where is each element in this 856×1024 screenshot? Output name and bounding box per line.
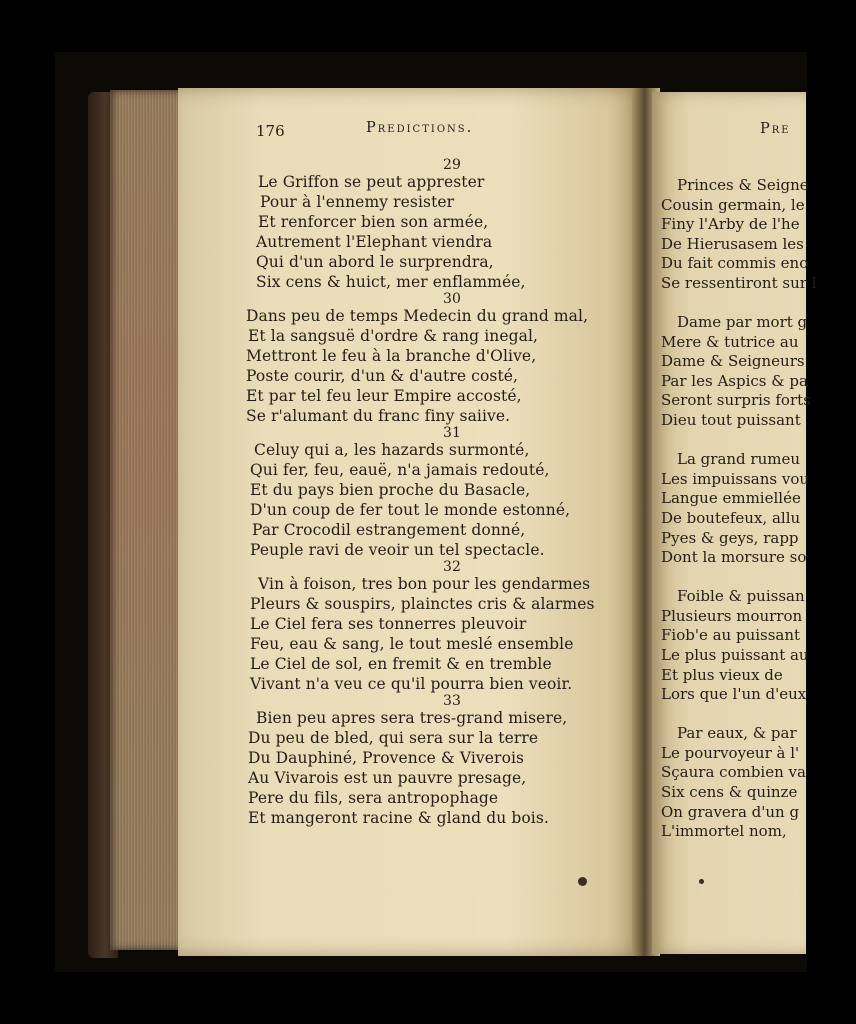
verse-line: Le Ciel de sol, en fremit & en tremble bbox=[250, 655, 552, 673]
running-title: Predictions. bbox=[366, 120, 474, 136]
verse-line: D'un coup de fer tout le monde estonné, bbox=[250, 501, 571, 519]
verse-line: Vivant n'a veu ce qu'il pourra bien veoir. bbox=[250, 675, 573, 693]
stanza-number: 29 bbox=[442, 157, 461, 173]
verse-line: Par eaux, & par bbox=[677, 724, 797, 743]
page-number: 176 bbox=[256, 122, 285, 140]
verse-line: Se r'alumant du franc finy saiive. bbox=[246, 407, 511, 425]
verse-line: Et par tel feu leur Empire accosté, bbox=[246, 387, 522, 405]
verse-line: Dans peu de temps Medecin du grand mal, bbox=[246, 307, 589, 325]
verse-line: Six cens & huict, mer enflammée, bbox=[256, 273, 526, 291]
verse-line: Princes & Seigne bbox=[677, 176, 809, 194]
verse-line: De Hierusasem les bbox=[661, 234, 804, 253]
verse-line: Et renforcer bien son armée, bbox=[258, 213, 489, 231]
verse-line: Seront surpris forts bbox=[661, 391, 811, 410]
verse-line: Du fait commis eno bbox=[661, 254, 809, 273]
verse-line: Et du pays bien proche du Basacle, bbox=[250, 481, 531, 499]
verse-line: Feu, eau & sang, le tout meslé ensemble bbox=[250, 635, 574, 653]
verse-line: Dame & Seigneurs bbox=[661, 352, 805, 371]
verse-line: Foible & puissan bbox=[677, 587, 805, 606]
right-running-title: Pre bbox=[760, 121, 791, 137]
stanza-number: 30 bbox=[442, 291, 461, 307]
verse-line: Six cens & quinze bbox=[661, 783, 798, 802]
stanza-gap bbox=[661, 705, 816, 725]
verse-line: Peuple ravi de veoir un tel spectacle. bbox=[250, 541, 545, 559]
verse-line: Dieu tout puissant bbox=[661, 411, 801, 430]
verse-line: Mere & tutrice au bbox=[661, 332, 799, 351]
verse-line: On gravera d'un g bbox=[661, 802, 800, 821]
verse-line: Qui d'un abord le surprendra, bbox=[256, 253, 494, 271]
verse-line: Pere du fils, sera antropophage bbox=[248, 789, 499, 807]
verse-line: Plusieurs mourron bbox=[661, 606, 803, 625]
verse-line: Le pourvoyeur à l' bbox=[661, 743, 800, 762]
stanza-number: 31 bbox=[442, 425, 461, 441]
verse-line: Dame par mort g bbox=[677, 313, 808, 332]
right-page-text bbox=[661, 176, 816, 842]
verse-line: Se ressentiront sur l bbox=[661, 273, 817, 292]
verse-line: Pour à l'ennemy resister bbox=[260, 193, 455, 211]
verse-line: Et la sangsuë d'ordre & rang inegal, bbox=[248, 327, 539, 345]
verse-line: Du peu de bled, qui sera sur la terre bbox=[248, 729, 539, 747]
verse-line: Celuy qui a, les hazards surmonté, bbox=[254, 441, 530, 459]
verse-line: Sçaura combien va bbox=[661, 763, 806, 782]
stanza-number: 33 bbox=[442, 693, 461, 709]
verse-line: Bien peu apres sera tres-grand misere, bbox=[256, 709, 568, 727]
stanza-gap bbox=[661, 568, 816, 588]
verse-line: Le Griffon se peut apprester bbox=[258, 173, 485, 191]
verse-line: Fiob'e au puissant bbox=[661, 626, 801, 645]
stanza-gap bbox=[661, 294, 816, 314]
verse-line: Langue emmiellée bbox=[661, 489, 801, 508]
stanza-number: 32 bbox=[442, 559, 461, 575]
verse-line: Lors que l'un d'eux bbox=[661, 685, 807, 704]
verse-line: Et plus vieux de bbox=[661, 665, 783, 684]
verse-line: Vin à foison, tres bon pour les gendarmes bbox=[258, 575, 591, 593]
verse-line: Dont la morsure so bbox=[661, 548, 807, 567]
verse-line: Par les Aspics & pa bbox=[661, 371, 808, 390]
verse-line: Mettront le feu à la branche d'Olive, bbox=[246, 347, 537, 365]
verse-line: Autrement l'Elephant viendra bbox=[256, 233, 493, 251]
verse-line: Cousin germain, le bbox=[661, 195, 805, 214]
stanza-gap bbox=[661, 431, 816, 451]
verse-line: De boutefeux, allu bbox=[661, 508, 801, 527]
ink-stain bbox=[699, 879, 704, 884]
verse-line: Poste courir, d'un & d'autre costé, bbox=[246, 367, 519, 385]
ink-stain bbox=[578, 877, 587, 886]
verse-line: Pyes & geys, rapp bbox=[661, 528, 799, 547]
verse-line: Par Crocodil estrangement donné, bbox=[252, 521, 526, 539]
verse-line: Du Dauphiné, Provence & Viverois bbox=[248, 749, 525, 767]
verse-line: Le Ciel fera ses tonnerres pleuvoir bbox=[250, 615, 527, 633]
verse-line: Le plus puissant au bbox=[661, 645, 809, 664]
verse-line: La grand rumeu bbox=[677, 450, 801, 469]
verse-line: Finy l'Arby de l'he bbox=[661, 215, 800, 234]
verse-line: Et mangeront racine & gland du bois. bbox=[248, 809, 549, 827]
verse-line: Qui fer, feu, eauë, n'a jamais redouté, bbox=[250, 461, 550, 479]
left-page-text bbox=[246, 158, 595, 828]
verse-line: Au Vivarois est un pauvre presage, bbox=[248, 769, 527, 787]
verse-line: Les impuissans vou bbox=[661, 469, 810, 488]
verse-line: L'immortel nom, bbox=[661, 822, 787, 841]
verse-line: Pleurs & souspirs, plainctes cris & alarmes bbox=[250, 595, 595, 613]
